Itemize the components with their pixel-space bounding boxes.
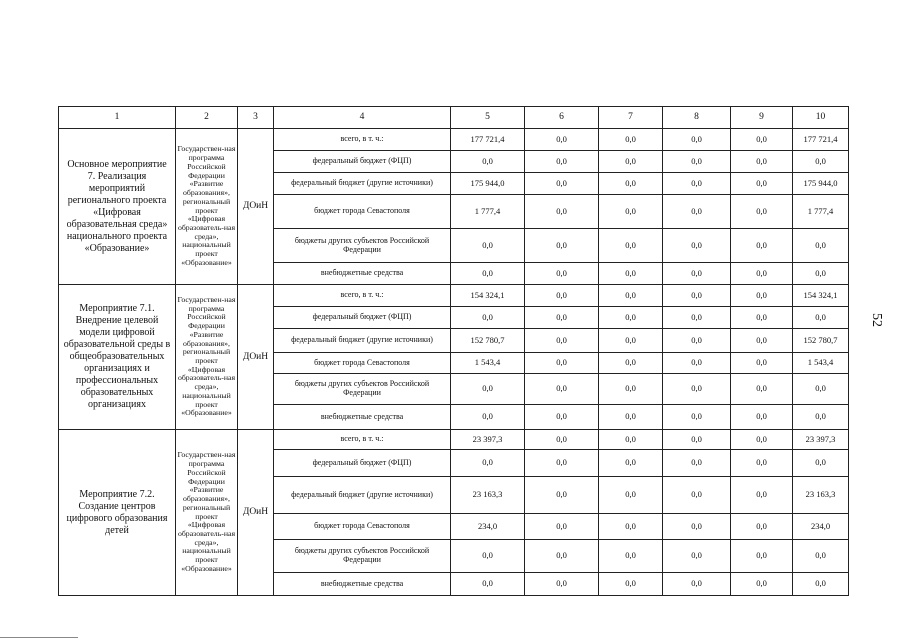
amount-cell: 0,0 [525,514,599,540]
column-header: 4 [274,107,451,129]
program-name: Государствен-ная программа Российской Федерации «Развитие образования», региональный проект «Цифровая образователь-ная среда», национальный проект «Образование» [176,129,238,285]
amount-cell: 0,0 [599,285,663,307]
funding-source: федеральный бюджет (другие источники) [274,173,451,195]
amount-cell: 154 324,1 [451,285,525,307]
amount-cell: 0,0 [663,540,731,573]
amount-cell: 0,0 [663,151,731,173]
column-header: 10 [793,107,849,129]
funding-source: бюджеты других субъектов Российской Федерации [274,229,451,263]
amount-cell: 0,0 [451,573,525,596]
amount-cell: 1 543,4 [451,353,525,374]
amount-cell: 0,0 [525,430,599,450]
scan-edge-mark [0,637,78,638]
amount-cell: 0,0 [599,151,663,173]
amount-cell: 0,0 [663,285,731,307]
amount-cell: 23 397,3 [451,430,525,450]
amount-cell: 0,0 [451,263,525,285]
amount-cell: 0,0 [451,151,525,173]
amount-cell: 0,0 [731,307,793,329]
amount-cell: 152 780,7 [793,329,849,353]
amount-cell: 0,0 [793,263,849,285]
amount-cell: 0,0 [599,405,663,430]
amount-cell: 0,0 [793,151,849,173]
funding-source: бюджет города Севастополя [274,514,451,540]
amount-cell: 152 780,7 [451,329,525,353]
amount-cell: 0,0 [731,353,793,374]
amount-cell: 0,0 [793,229,849,263]
column-header: 1 [59,107,176,129]
amount-cell: 0,0 [663,430,731,450]
amount-cell: 0,0 [599,229,663,263]
amount-cell: 0,0 [663,573,731,596]
amount-cell: 234,0 [451,514,525,540]
amount-cell: 0,0 [731,477,793,514]
amount-cell: 0,0 [731,329,793,353]
amount-cell: 0,0 [599,540,663,573]
funding-source: всего, в т. ч.: [274,285,451,307]
funding-source: федеральный бюджет (другие источники) [274,477,451,514]
amount-cell: 0,0 [663,229,731,263]
amount-cell: 23 163,3 [793,477,849,514]
executor: ДОиН [238,129,274,285]
amount-cell: 0,0 [599,430,663,450]
funding-source: всего, в т. ч.: [274,129,451,151]
funding-source: федеральный бюджет (другие источники) [274,329,451,353]
amount-cell: 0,0 [599,173,663,195]
amount-cell: 0,0 [731,195,793,229]
funding-source: федеральный бюджет (ФЦП) [274,450,451,477]
activity-name: Мероприятие 7.1. Внедрение целевой модели цифровой образовательной среды в общеобразовательных организациях и профессиональных образовательных организациях [59,285,176,430]
amount-cell: 234,0 [793,514,849,540]
funding-source: бюджет города Севастополя [274,195,451,229]
executor: ДОиН [238,430,274,596]
amount-cell: 0,0 [663,405,731,430]
amount-cell: 0,0 [793,573,849,596]
amount-cell: 23 397,3 [793,430,849,450]
column-header: 3 [238,107,274,129]
table-row [59,285,849,307]
amount-cell: 1 777,4 [451,195,525,229]
amount-cell: 0,0 [663,195,731,229]
amount-cell: 0,0 [599,329,663,353]
amount-cell: 0,0 [731,374,793,405]
amount-cell: 177 721,4 [451,129,525,151]
funding-source: всего, в т. ч.: [274,430,451,450]
amount-cell: 0,0 [599,374,663,405]
funding-source: бюджеты других субъектов Российской Федерации [274,540,451,573]
column-header: 9 [731,107,793,129]
column-header: 5 [451,107,525,129]
amount-cell: 0,0 [731,540,793,573]
activity-name: Мероприятие 7.2. Создание центров цифрового образования детей [59,430,176,596]
amount-cell: 0,0 [793,540,849,573]
program-name: Государствен-ная программа Российской Федерации «Развитие образования», региональный проект «Цифровая образователь-ная среда», национальный проект «Образование» [176,285,238,430]
column-header: 2 [176,107,238,129]
amount-cell: 0,0 [599,477,663,514]
amount-cell: 0,0 [793,307,849,329]
amount-cell: 0,0 [525,195,599,229]
amount-cell: 0,0 [525,307,599,329]
amount-cell: 0,0 [525,353,599,374]
amount-cell: 0,0 [731,450,793,477]
header-row [59,107,849,129]
amount-cell: 0,0 [663,353,731,374]
amount-cell: 0,0 [731,151,793,173]
amount-cell: 1 777,4 [793,195,849,229]
amount-cell: 0,0 [451,405,525,430]
amount-cell: 0,0 [525,450,599,477]
amount-cell: 0,0 [525,477,599,514]
amount-cell: 0,0 [663,477,731,514]
amount-cell: 0,0 [525,329,599,353]
amount-cell: 0,0 [525,151,599,173]
funding-source: бюджет города Севастополя [274,353,451,374]
amount-cell: 0,0 [731,573,793,596]
column-header: 6 [525,107,599,129]
table-row [59,129,849,151]
amount-cell: 0,0 [451,540,525,573]
amount-cell: 0,0 [663,374,731,405]
column-header: 7 [599,107,663,129]
amount-cell: 0,0 [525,229,599,263]
amount-cell: 0,0 [663,329,731,353]
amount-cell: 0,0 [663,514,731,540]
amount-cell: 175 944,0 [793,173,849,195]
amount-cell: 0,0 [663,263,731,285]
amount-cell: 0,0 [663,129,731,151]
amount-cell: 0,0 [525,263,599,285]
amount-cell: 0,0 [451,307,525,329]
amount-cell: 0,0 [731,263,793,285]
funding-source: внебюджетные средства [274,405,451,430]
amount-cell: 0,0 [525,405,599,430]
amount-cell: 0,0 [451,374,525,405]
amount-cell: 0,0 [731,173,793,195]
program-name: Государствен-ная программа Российской Федерации «Развитие образования», региональный проект «Цифровая образователь-ная среда», национальный проект «Образование» [176,430,238,596]
budget-table [58,106,849,596]
table-row [59,430,849,450]
amount-cell: 0,0 [793,374,849,405]
column-header: 8 [663,107,731,129]
amount-cell: 0,0 [525,540,599,573]
amount-cell: 177 721,4 [793,129,849,151]
amount-cell: 0,0 [451,229,525,263]
page-number: 52 [869,313,884,327]
amount-cell: 0,0 [599,129,663,151]
amount-cell: 0,0 [599,353,663,374]
amount-cell: 0,0 [599,573,663,596]
funding-source: федеральный бюджет (ФЦП) [274,307,451,329]
amount-cell: 0,0 [525,573,599,596]
amount-cell: 0,0 [525,285,599,307]
amount-cell: 0,0 [599,195,663,229]
amount-cell: 0,0 [663,307,731,329]
amount-cell: 0,0 [599,514,663,540]
activity-name: Основное мероприятие 7. Реализация мероприятий регионального проекта «Цифровая образовательная среда» национального проекта «Образование» [59,129,176,285]
amount-cell: 0,0 [793,405,849,430]
amount-cell: 0,0 [525,173,599,195]
amount-cell: 0,0 [731,129,793,151]
amount-cell: 0,0 [793,450,849,477]
funding-source: внебюджетные средства [274,573,451,596]
amount-cell: 0,0 [731,285,793,307]
amount-cell: 0,0 [525,129,599,151]
amount-cell: 0,0 [525,374,599,405]
amount-cell: 1 543,4 [793,353,849,374]
amount-cell: 175 944,0 [451,173,525,195]
amount-cell: 0,0 [599,307,663,329]
amount-cell: 0,0 [663,450,731,477]
funding-source: федеральный бюджет (ФЦП) [274,151,451,173]
amount-cell: 0,0 [731,229,793,263]
amount-cell: 0,0 [731,405,793,430]
amount-cell: 0,0 [599,450,663,477]
amount-cell: 0,0 [663,173,731,195]
amount-cell: 154 324,1 [793,285,849,307]
amount-cell: 23 163,3 [451,477,525,514]
amount-cell: 0,0 [731,514,793,540]
funding-source: бюджеты других субъектов Российской Федерации [274,374,451,405]
amount-cell: 0,0 [451,450,525,477]
funding-source: внебюджетные средства [274,263,451,285]
amount-cell: 0,0 [731,430,793,450]
executor: ДОиН [238,285,274,430]
amount-cell: 0,0 [599,263,663,285]
